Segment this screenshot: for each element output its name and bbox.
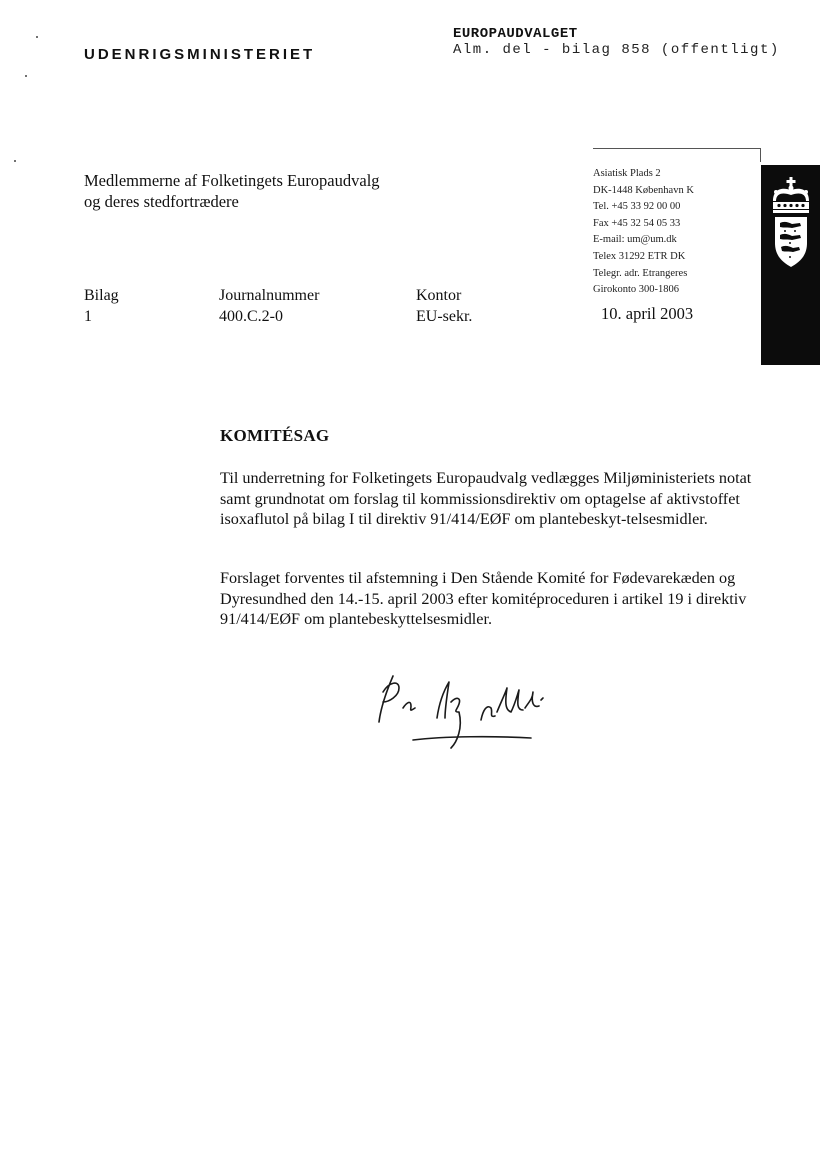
signature-drawing xyxy=(365,662,575,752)
scan-speck xyxy=(25,75,27,77)
address-block xyxy=(593,166,694,299)
address-email: E-mail: um@um.dk xyxy=(593,234,677,246)
scan-speck xyxy=(14,160,16,162)
letter-date: 10. april 2003 xyxy=(601,304,694,323)
address-giro: Girokonto 300-1806 xyxy=(593,284,680,296)
address-telex: Telex 31292 ETR DK xyxy=(593,250,686,262)
handwritten-signature xyxy=(365,662,575,757)
kontor-value: EU-sekr. xyxy=(416,308,473,325)
recipient-block xyxy=(84,170,380,212)
body-paragraph-2: Forslaget forventes til afstemning i Den Stående Komité for Fødevarekæden og Dyresundhed den 14.-15. april 2003 efter komitéproceduren i artikel 19 i direktiv 91/414/EØF om plantebeskyttelsesmidler. xyxy=(220,569,747,628)
stamp-subtitle: Alm. del - bilag 858 (offentligt) xyxy=(453,42,780,58)
journal-value: 400.C.2-0 xyxy=(219,308,283,325)
archive-stamp xyxy=(453,26,780,58)
bilag-value: 1 xyxy=(84,308,92,325)
scan-speck xyxy=(36,36,38,38)
subject-heading: KOMITÉSAG xyxy=(220,426,330,445)
body-paragraph-1: Til underretning for Folketingets Europaudvalg vedlægges Miljøministeriets notat samt grundnotat om forslag til kommissionsdirektiv om optagelse af aktivstoffet isoxaflutol på bilag I til direktiv 91/414/EØF om plantebeskyt-telsesmidler. xyxy=(220,469,752,528)
crest-bar xyxy=(761,165,820,365)
recipient-line-1: Medlemmerne af Folketingets Europaudvalg xyxy=(84,171,380,190)
address-tel: Tel. +45 33 92 00 00 xyxy=(593,201,681,213)
address-city: DK-1448 København K xyxy=(593,184,694,196)
journal-label: Journalnummer xyxy=(219,287,320,304)
stamp-title: EUROPAUDVALGET xyxy=(453,26,578,42)
kontor-label: Kontor xyxy=(416,287,462,304)
recipient-line-2: og deres stedfortrædere xyxy=(84,192,239,211)
address-fax: Fax +45 32 54 05 33 xyxy=(593,217,681,229)
address-street: Asiatisk Plads 2 xyxy=(593,168,661,179)
address-rule xyxy=(593,148,761,149)
ministry-name: UDENRIGSMINISTERIET xyxy=(84,46,316,63)
bilag-label: Bilag xyxy=(84,287,119,304)
address-telegraph: Telegr. adr. Etrangeres xyxy=(593,267,688,279)
royal-crest-icon xyxy=(770,177,812,277)
address-rule-tick xyxy=(760,148,761,162)
